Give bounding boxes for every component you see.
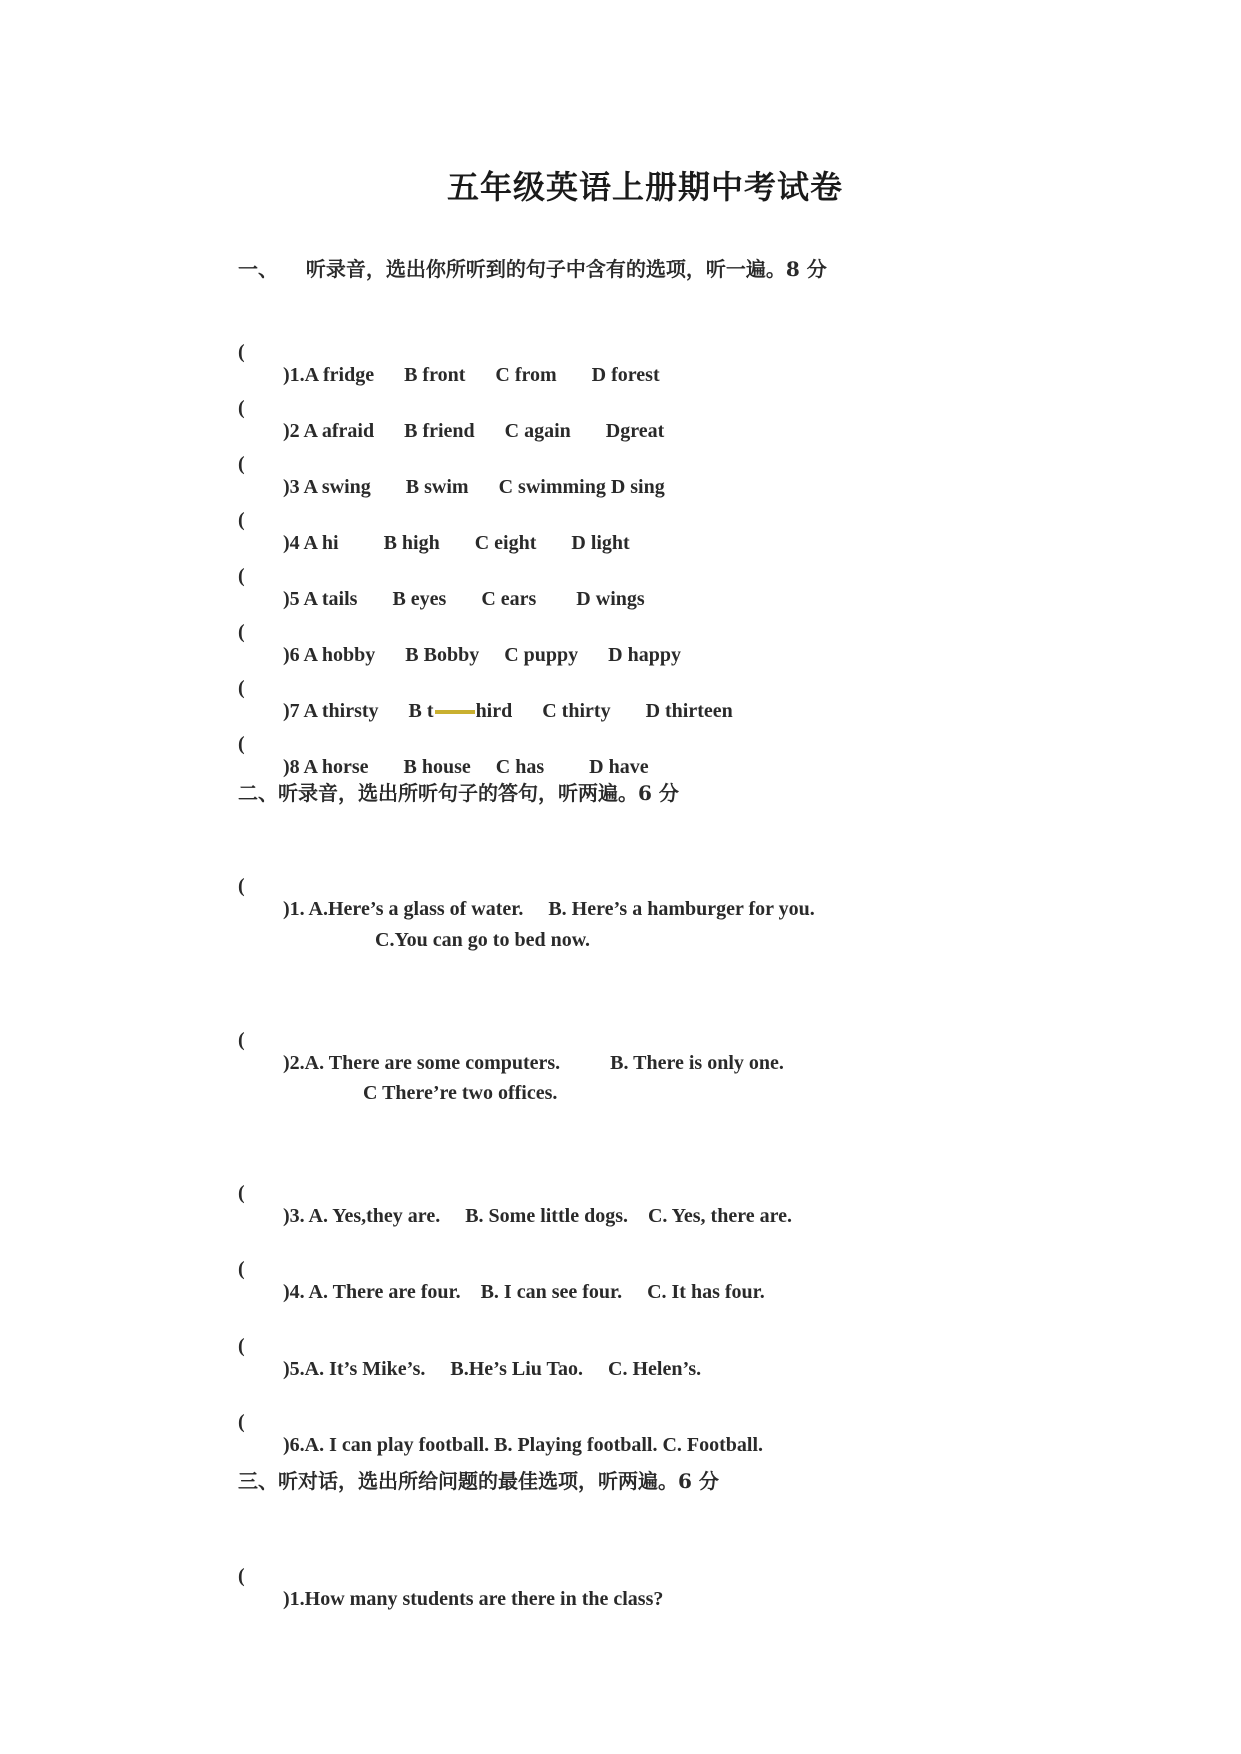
question-text: )3 A swing B swim C swimming D sing <box>283 476 665 498</box>
answer-paren: ( <box>238 1182 245 1204</box>
question-text-part-a: )7 A thirsty B t <box>283 700 434 722</box>
question-text: )2.A. There are some computers. B. There is only one. <box>283 1052 784 1074</box>
answer-paren: ( <box>238 733 245 755</box>
question-text-part-b: hird C thirty D thirteen <box>475 700 733 722</box>
answer-paren: ( <box>238 341 245 363</box>
question-text: )4. A. There are four. B. I can see four. C. It has four. <box>283 1281 765 1303</box>
section-1-heading: 一、 听录音，选出你所听到的句子中含有的选项，听一遍。8 分 <box>238 257 827 281</box>
question-text: )5.A. It’s Mike’s. B.He’s Liu Tao. C. Helen’s. <box>283 1358 702 1380</box>
question-text: )6.A. I can play football. B. Playing football. C. Football. <box>283 1434 764 1456</box>
question-text <box>283 700 733 723</box>
answer-paren: ( <box>238 1029 245 1051</box>
exam-title: 五年级英语上册期中考试卷 <box>446 168 843 206</box>
s3-question-1 <box>238 1542 664 1634</box>
answer-paren: ( <box>238 509 245 531</box>
s2-question-1-option-c: C.You can go to bed now. <box>375 929 591 951</box>
question-text: )8 A horse B house C has D have <box>283 756 649 778</box>
answer-paren: ( <box>238 565 245 587</box>
question-text: )3. A. Yes,they are. B. Some little dogs. C. Yes, there are. <box>283 1205 793 1227</box>
answer-paren: ( <box>238 1258 245 1280</box>
section-2-heading: 二、听录音，选出所听句子的答句，听两遍。6 分 <box>238 781 679 805</box>
answer-paren: ( <box>238 875 245 897</box>
question-text: )1. A.Here’s a glass of water. B. Here’s a hamburger for you. <box>283 898 815 920</box>
question-text: )2 A afraid B friend C again Dgreat <box>283 420 665 442</box>
question-text: )1.A fridge B front C from D forest <box>283 364 660 386</box>
answer-paren: ( <box>238 1335 245 1357</box>
question-text: )1.How many students are there in the class? <box>283 1588 664 1610</box>
answer-paren: ( <box>238 397 245 419</box>
s2-question-2-option-c: C There’re two offices. <box>363 1082 558 1104</box>
question-text: )4 A hi B high C eight D light <box>283 532 630 554</box>
answer-paren: ( <box>238 621 245 643</box>
answer-paren: ( <box>238 1411 245 1433</box>
highlight-blank <box>435 710 475 714</box>
question-text: )5 A tails B eyes C ears D wings <box>283 588 645 610</box>
section-3-heading: 三、听对话，选出所给问题的最佳选项，听两遍。6 分 <box>238 1469 719 1493</box>
question-text: )6 A hobby B Bobby C puppy D happy <box>283 644 681 666</box>
answer-paren: ( <box>238 677 245 699</box>
answer-paren: ( <box>238 453 245 475</box>
answer-paren: ( <box>238 1565 245 1587</box>
